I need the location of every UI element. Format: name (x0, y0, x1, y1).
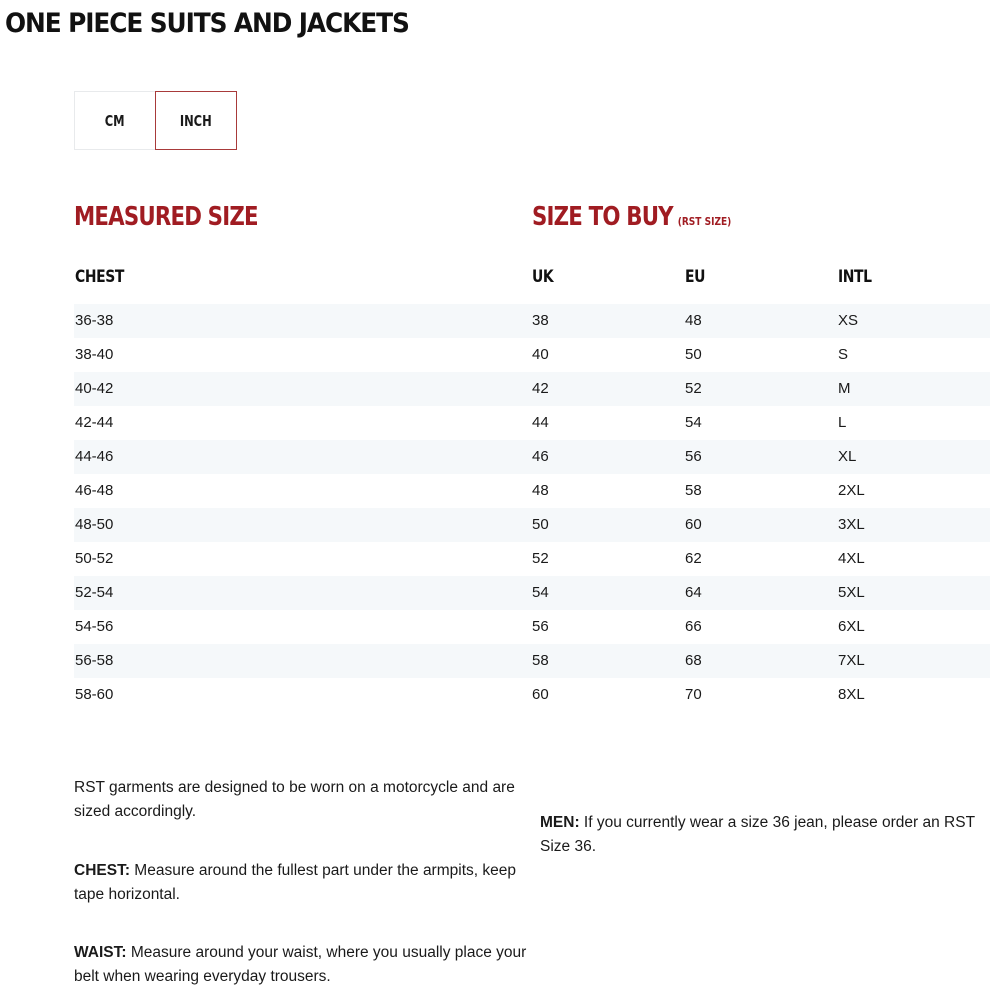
chest-cell: 52-54 (75, 584, 114, 601)
intl-cell: XL (838, 448, 857, 465)
table-row (74, 338, 990, 372)
uk-cell: 58 (532, 652, 549, 669)
eu-cell: 50 (685, 346, 702, 363)
chest-cell: 40-42 (75, 380, 114, 397)
intl-cell: 2XL (838, 482, 865, 499)
table-row (74, 542, 990, 576)
intl-cell: M (838, 380, 851, 397)
note-waist-text: Measure around your waist, where you usually place your belt when wearing everyday trousers. (74, 944, 527, 985)
eu-cell: 60 (685, 516, 702, 533)
table-row (74, 678, 990, 712)
size-to-buy-heading (532, 202, 731, 232)
chest-cell: 36-38 (75, 312, 114, 329)
uk-cell: 48 (532, 482, 549, 499)
unit-toggle (74, 91, 237, 150)
uk-cell: 54 (532, 584, 549, 601)
note-men-text: If you currently wear a size 36 jean, please order an RST Size 36. (540, 814, 975, 855)
page-title: ONE PIECE SUITS AND JACKETS (5, 8, 409, 39)
intl-cell: S (838, 346, 849, 363)
table-row (74, 610, 990, 644)
intl-cell: 3XL (838, 516, 865, 533)
uk-cell: 56 (532, 618, 549, 635)
note-men (540, 811, 990, 859)
eu-cell: 54 (685, 414, 702, 431)
rst-size-sublabel: (RST SIZE) (677, 215, 732, 228)
eu-cell: 58 (685, 482, 702, 499)
chest-cell: 56-58 (75, 652, 114, 669)
uk-cell: 50 (532, 516, 549, 533)
chest-cell: 54-56 (75, 618, 114, 635)
eu-cell: 48 (685, 312, 702, 329)
uk-cell: 52 (532, 550, 549, 567)
chest-cell: 58-60 (75, 686, 114, 703)
uk-cell: 42 (532, 380, 549, 397)
measured-size-label: MEASURED SIZE (74, 202, 258, 232)
measured-size-heading (74, 202, 258, 232)
table-row (74, 304, 990, 338)
column-header-eu: EU (685, 267, 706, 287)
eu-cell: 66 (685, 618, 702, 635)
eu-cell: 62 (685, 550, 702, 567)
table-row (74, 576, 990, 610)
size-table (74, 304, 990, 712)
table-row (74, 372, 990, 406)
unit-inch-label: INCH (180, 111, 212, 130)
table-row (74, 406, 990, 440)
intl-cell: L (838, 414, 847, 431)
intl-cell: 8XL (838, 686, 865, 703)
unit-inch-button[interactable] (155, 91, 237, 150)
intl-cell: 4XL (838, 550, 865, 567)
eu-cell: 52 (685, 380, 702, 397)
chest-cell: 44-46 (75, 448, 114, 465)
intl-cell: 5XL (838, 584, 865, 601)
chest-cell: 48-50 (75, 516, 114, 533)
note-waist (74, 941, 534, 989)
eu-cell: 68 (685, 652, 702, 669)
table-row (74, 508, 990, 542)
note-chest (74, 859, 534, 907)
eu-cell: 64 (685, 584, 702, 601)
note-chest-text: Measure around the fullest part under the armpits, keep tape horizontal. (74, 862, 516, 903)
unit-cm-button[interactable] (74, 91, 155, 150)
table-row (74, 644, 990, 678)
note-intro: RST garments are designed to be worn on a motorcycle and are sized accordingly. (74, 779, 515, 820)
uk-cell: 60 (532, 686, 549, 703)
column-header-intl: INTL (838, 267, 872, 287)
eu-cell: 70 (685, 686, 702, 703)
chest-cell: 38-40 (75, 346, 114, 363)
intl-cell: 6XL (838, 618, 865, 635)
chest-cell: 50-52 (75, 550, 114, 567)
chest-cell: 42-44 (75, 414, 114, 431)
note-chest-label: CHEST: (74, 862, 130, 879)
size-to-buy-label: SIZE TO BUY (532, 202, 673, 232)
table-row (74, 440, 990, 474)
uk-cell: 40 (532, 346, 549, 363)
intl-cell: 7XL (838, 652, 865, 669)
note-waist-label: WAIST: (74, 944, 127, 961)
uk-cell: 44 (532, 414, 549, 431)
column-header-chest: CHEST (75, 267, 124, 287)
column-header-uk: UK (532, 267, 554, 287)
eu-cell: 56 (685, 448, 702, 465)
unit-cm-label: CM (105, 111, 125, 130)
uk-cell: 38 (532, 312, 549, 329)
chest-cell: 46-48 (75, 482, 114, 499)
table-row (74, 474, 990, 508)
uk-cell: 46 (532, 448, 549, 465)
intl-cell: XS (838, 312, 859, 329)
note-men-label: MEN: (540, 814, 580, 831)
